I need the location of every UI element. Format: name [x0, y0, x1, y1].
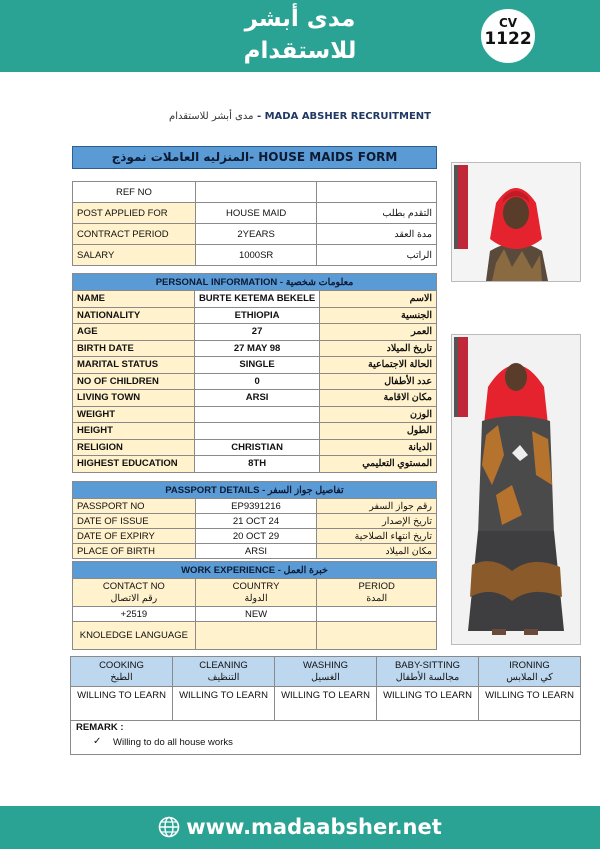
row-value: ETHIOPIA	[194, 307, 319, 324]
contract-arabic: مدة العقد	[317, 224, 437, 245]
row-label: PASSPORT NO	[73, 499, 196, 514]
table-row	[73, 514, 437, 529]
table-row	[73, 324, 437, 341]
row-value: ARSI	[195, 544, 317, 559]
contract-label: CONTRACT PERIOD	[73, 224, 196, 245]
row-label: HIGHEST EDUCATION	[73, 456, 195, 473]
row-value: 27 MAY 98	[194, 340, 319, 357]
row-label: DATE OF ISSUE	[73, 514, 196, 529]
skill-name-arabic: الطبخ	[110, 671, 133, 683]
row-arabic: الديانة	[320, 439, 437, 456]
row-arabic: رقم جواز السفر	[317, 499, 437, 514]
table-row	[73, 357, 437, 374]
subtitle-separator: -	[256, 111, 262, 122]
table-row	[73, 373, 437, 390]
passport-table	[72, 481, 437, 559]
row-label: LIVING TOWN	[73, 390, 195, 407]
full-body-photo	[451, 334, 581, 645]
language-value-2	[317, 622, 437, 650]
contact-value: +2519	[73, 607, 196, 622]
table-row	[73, 291, 437, 308]
country-col-header: COUNTRY الدولة	[195, 579, 317, 607]
post-label: POST APPLIED FOR	[73, 203, 196, 224]
table-row	[73, 456, 437, 473]
row-arabic: الجنسية	[320, 307, 437, 324]
globe-icon	[158, 816, 180, 838]
row-label: AGE	[73, 324, 195, 341]
personal-info-header: PERSONAL INFORMATION - معلومات شخصية	[73, 274, 437, 291]
remark-check-icon: ✓	[93, 736, 102, 747]
skill-name-arabic: الغسيل	[311, 671, 340, 683]
row-arabic: مكان الميلاد	[317, 544, 437, 559]
language-label: KNOLEDGE LANGUAGE	[73, 622, 196, 650]
skill-header	[377, 657, 479, 687]
table-row	[73, 423, 437, 440]
footer-website-link[interactable]: www.madaabsher.net	[186, 815, 442, 839]
language-value	[195, 622, 317, 650]
row-label: WEIGHT	[73, 406, 195, 423]
row-label: HEIGHT	[73, 423, 195, 440]
row-value: 20 OCT 29	[195, 529, 317, 544]
subtitle-english: MADA ABSHER RECRUITMENT	[264, 111, 431, 122]
period-value	[317, 607, 437, 622]
company-subtitle	[0, 111, 600, 122]
skill-name: COOKING	[99, 659, 144, 671]
contact-col-header: CONTACT NO رقم الاتصال	[73, 579, 196, 607]
skills-table	[70, 656, 581, 721]
row-label: NO OF CHILDREN	[73, 373, 195, 390]
salary-arabic: الراتب	[317, 245, 437, 266]
skill-name-arabic: مجالسة الأطفال	[395, 671, 460, 683]
skill-level: WILLING TO LEARN	[479, 687, 581, 721]
table-row	[73, 245, 437, 266]
subtitle-arabic: مدى أبشر للاستقدام	[169, 111, 254, 122]
row-value	[194, 423, 319, 440]
table-row	[73, 529, 437, 544]
skill-name-arabic: كي الملابس	[506, 671, 553, 683]
personal-info-table	[72, 273, 437, 473]
skill-header	[275, 657, 377, 687]
remark-box	[70, 720, 581, 755]
table-row	[73, 579, 437, 607]
row-label: MARITAL STATUS	[73, 357, 195, 374]
row-value: SINGLE	[194, 357, 319, 374]
country-value: NEW	[195, 607, 317, 622]
passport-header: PASSPORT DETAILS - تفاصيل جواز السفر	[73, 482, 437, 499]
application-table	[72, 181, 437, 266]
table-row	[73, 224, 437, 245]
table-row	[73, 622, 437, 650]
ref-value	[195, 182, 317, 203]
skill-level: WILLING TO LEARN	[71, 687, 173, 721]
post-arabic: التقدم بطلب	[317, 203, 437, 224]
skill-level: WILLING TO LEARN	[173, 687, 275, 721]
salary-label: SALARY	[73, 245, 196, 266]
row-arabic: الحالة الاجتماعية	[320, 357, 437, 374]
row-value: CHRISTIAN	[194, 439, 319, 456]
row-arabic: تاريخ الميلاد	[320, 340, 437, 357]
row-value: 27	[194, 324, 319, 341]
post-value: HOUSE MAID	[195, 203, 317, 224]
row-label: NAME	[73, 291, 195, 308]
table-row	[73, 544, 437, 559]
work-experience-header: WORK EXPERIENCE - خبرة العمل	[73, 562, 437, 579]
period-col-header: PERIOD المدة	[317, 579, 437, 607]
skill-level: WILLING TO LEARN	[275, 687, 377, 721]
row-arabic: المستوي التعليمي	[320, 456, 437, 473]
row-arabic: مكان الاقامة	[320, 390, 437, 407]
row-arabic: تاريخ الإصدار	[317, 514, 437, 529]
table-row	[73, 390, 437, 407]
row-value: ARSI	[194, 390, 319, 407]
brand-tagline-arabic: للاستقدام	[243, 38, 357, 64]
remark-text: Willing to do all house works	[113, 737, 233, 748]
salary-value: 1000SR	[195, 245, 317, 266]
footer-banner	[0, 806, 600, 849]
table-row	[73, 307, 437, 324]
ref-label: REF NO	[73, 182, 196, 203]
row-arabic: الاسم	[320, 291, 437, 308]
row-arabic: عدد الأطفال	[320, 373, 437, 390]
cv-label: CV	[498, 16, 518, 30]
row-label: BIRTH DATE	[73, 340, 195, 357]
table-row	[73, 439, 437, 456]
ref-arabic	[317, 182, 437, 203]
form-title: المنزليه العاملات نموذج- HOUSE MAIDS FORM	[72, 146, 437, 169]
table-row	[73, 340, 437, 357]
table-row	[73, 203, 437, 224]
row-value: EP9391216	[195, 499, 317, 514]
table-row	[73, 499, 437, 514]
row-label: RELIGION	[73, 439, 195, 456]
row-label: PLACE OF BIRTH	[73, 544, 196, 559]
row-arabic: الوزن	[320, 406, 437, 423]
table-row	[73, 182, 437, 203]
row-label: NATIONALITY	[73, 307, 195, 324]
work-experience-table	[72, 561, 437, 650]
row-value: 0	[194, 373, 319, 390]
skill-level: WILLING TO LEARN	[377, 687, 479, 721]
cv-badge	[478, 6, 538, 66]
remark-label: REMARK :	[76, 722, 124, 733]
row-arabic: الطول	[320, 423, 437, 440]
portrait-photo	[451, 162, 581, 282]
row-value: 8TH	[194, 456, 319, 473]
row-value	[194, 406, 319, 423]
skill-header	[71, 657, 173, 687]
row-label: DATE OF EXPIRY	[73, 529, 196, 544]
skill-name: IRONING	[509, 659, 550, 671]
row-value: 21 OCT 24	[195, 514, 317, 529]
skill-name-arabic: التنظيف	[207, 671, 240, 683]
skill-name: BABY-SITTING	[394, 659, 461, 671]
skill-name: WASHING	[302, 659, 349, 671]
row-value: BURTE KETEMA BEKELE	[194, 291, 319, 308]
table-row	[73, 607, 437, 622]
table-row	[73, 406, 437, 423]
row-arabic: العمر	[320, 324, 437, 341]
brand-name-arabic: مدى أبشر	[244, 6, 356, 32]
row-arabic: تاريخ انتهاء الصلاحية	[317, 529, 437, 544]
skill-header	[479, 657, 581, 687]
cv-number: 1122	[484, 29, 532, 49]
skill-name: CLEANING	[199, 659, 248, 671]
contract-value: 2YEARS	[195, 224, 317, 245]
skill-header	[173, 657, 275, 687]
